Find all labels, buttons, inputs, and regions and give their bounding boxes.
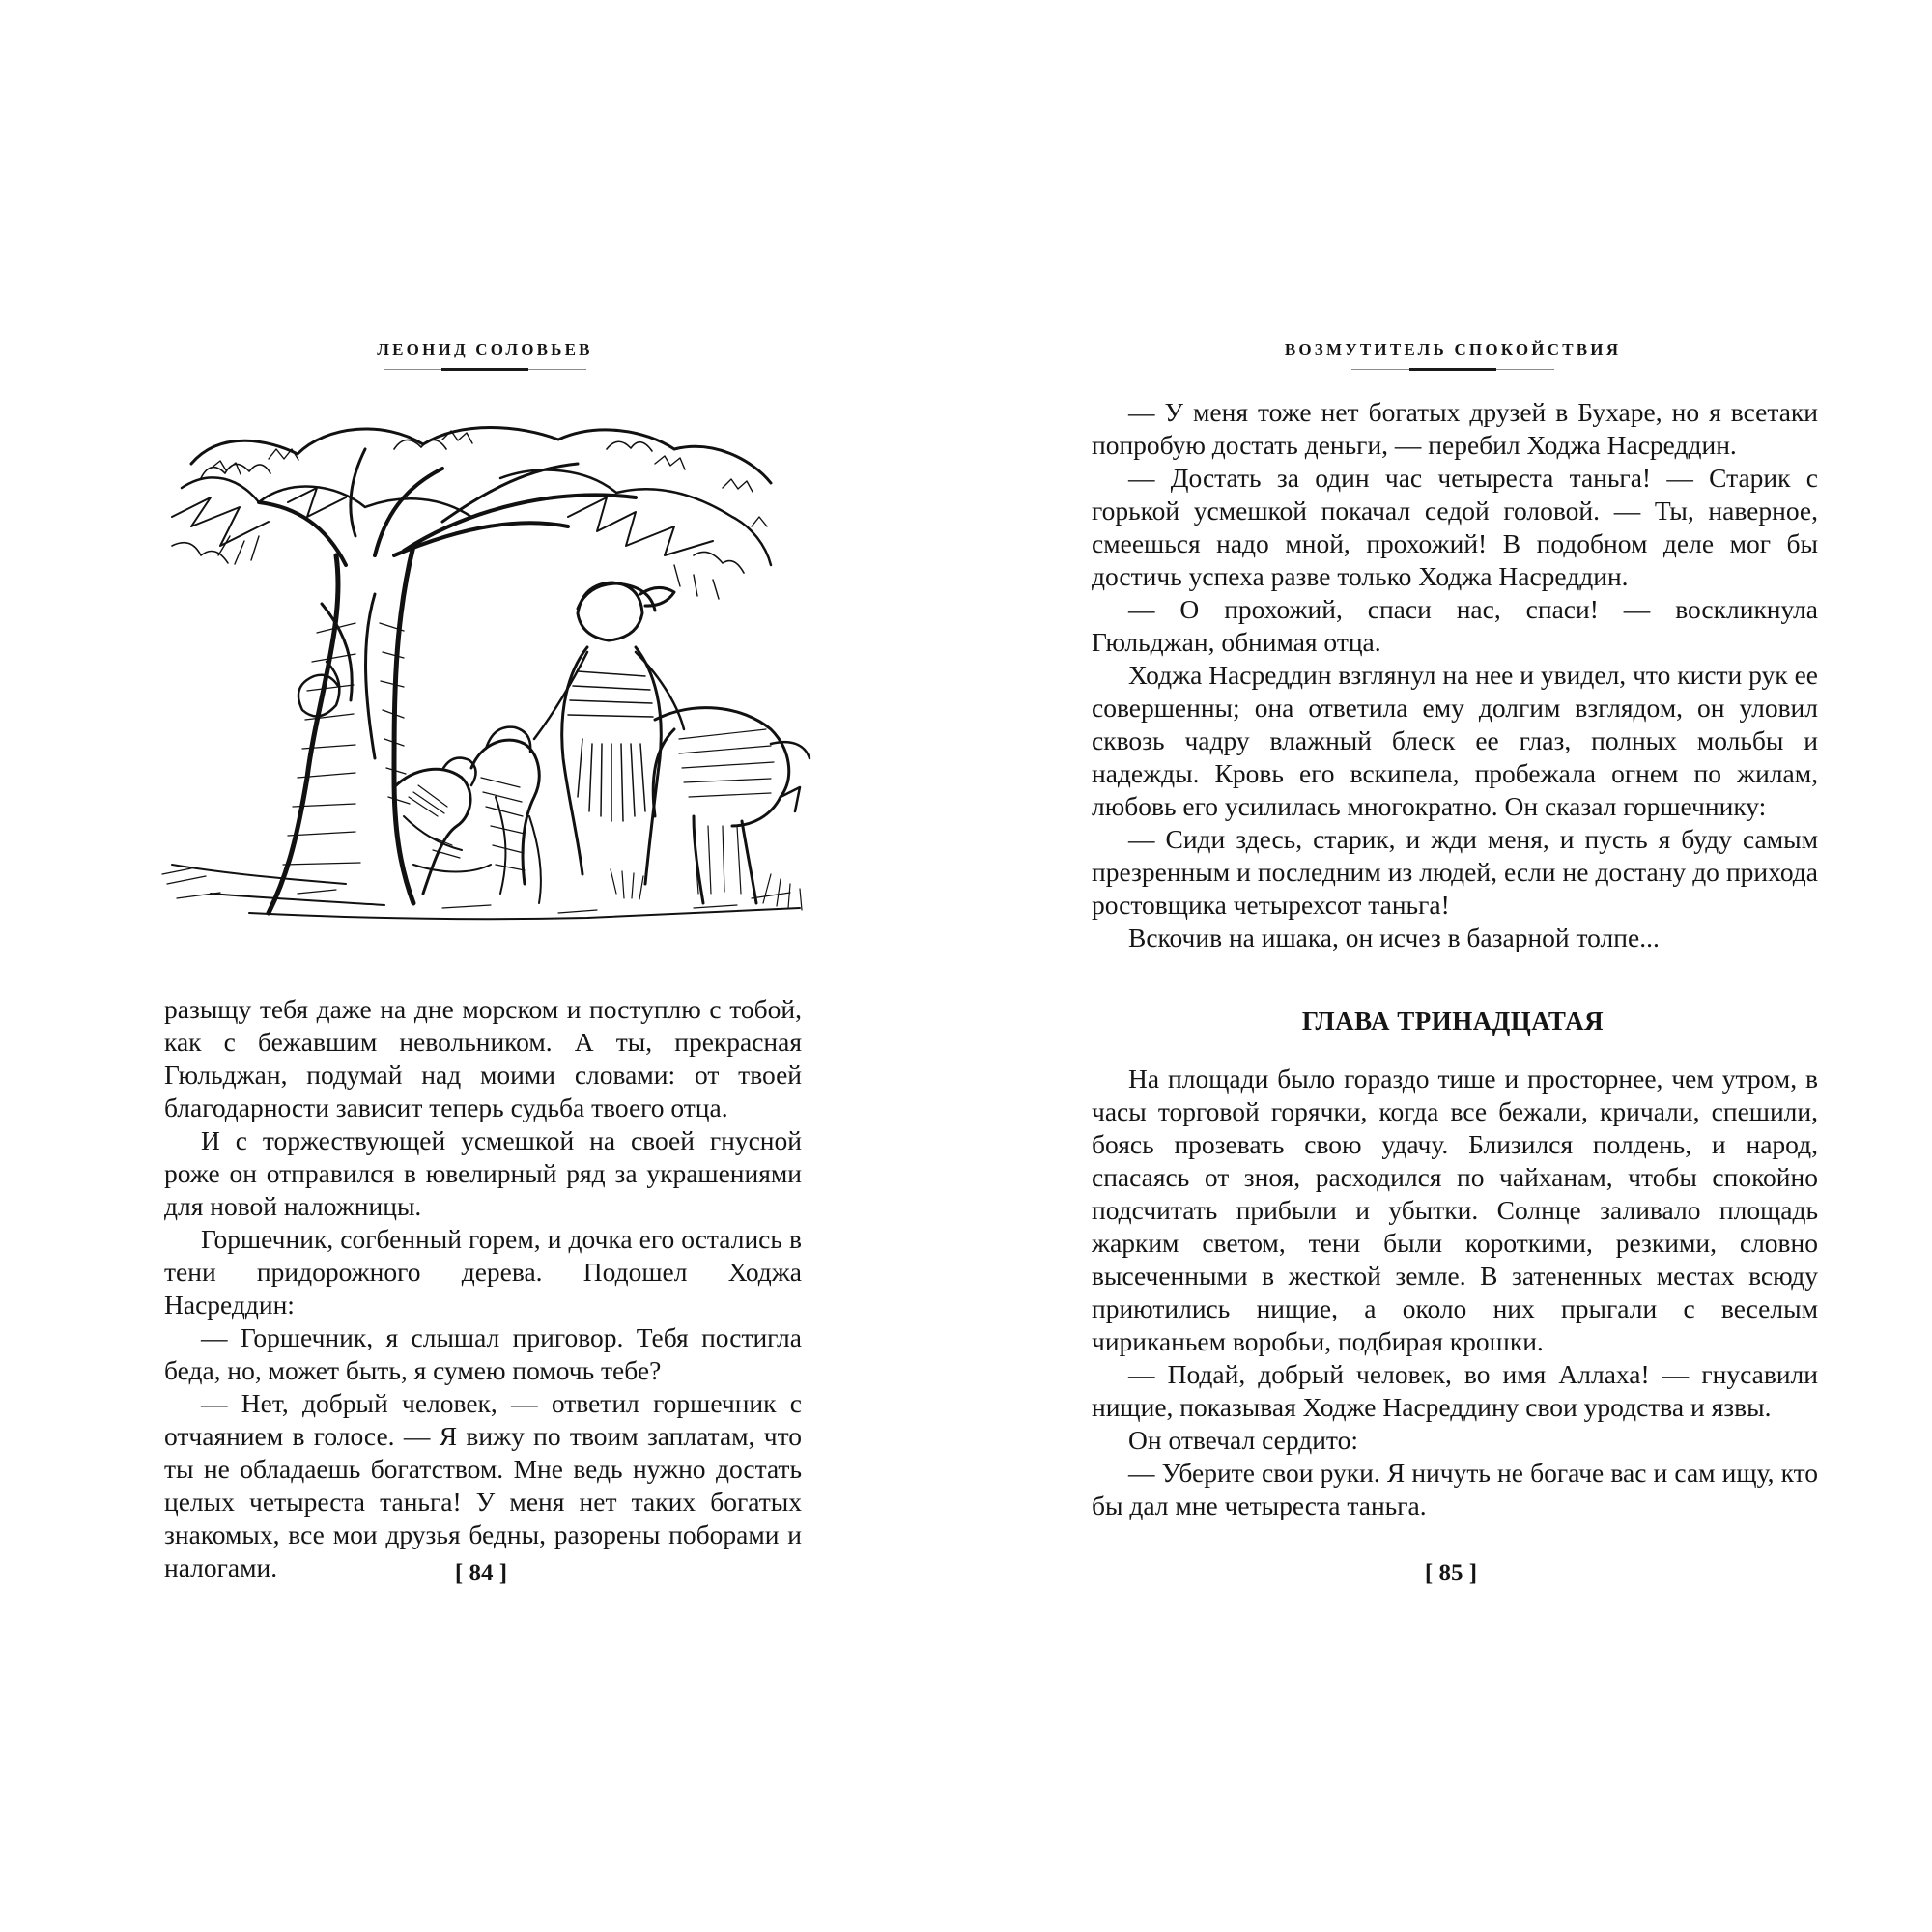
running-head-title <box>1209 340 1696 375</box>
paragraph: Он отвечал сердито: <box>1128 1425 1358 1455</box>
running-head-text: ЛЕОНИД СОЛОВЬЕВ <box>377 340 593 358</box>
paragraph: — Нет, добрый человек, — ответил горшечник с отчаянием в голосе. — Я вижу по твоим заплатам, что ты не обладаешь богатством. Мне ведь нужно достать целых четыреста таньга! У меня нет таких богатых знакомых, все мои друзья бедны, разорены поборами и налогами. <box>164 1388 802 1582</box>
paragraph: — Достать за один час четыреста таньга! — Старик с горькой усмешкой покачал седой головой. — Ты, наверное, смеешься надо мной, прохожий! В подобном деле мог бы достичь успеха разве только Ходжа Насреддин. <box>1092 463 1818 591</box>
paragraph: — Сиди здесь, старик, и жди меня, и пусть я буду самым презренным и последним из людей, если не достану до прихода ростовщика четырехсот таньга! <box>1092 824 1818 920</box>
paragraph: Вскочив на ишака, он исчез в базарной толпе... <box>1128 923 1660 952</box>
paragraph: Ходжа Насреддин взглянул на нее и увидел, что кисти рук ее совершенны; она ответила ему долгим взглядом, он уловил сквозь чадру влажный блеск ее глаз, полных мольбы и надежды. Кровь его вскипела, пробежала огнем по жилам, любовь его усилилась многократно. Он сказал горшечнику: <box>1092 660 1818 821</box>
paragraph: И с торжествующей усмешкой на своей гнусной роже он отправился в ювелирный ряд за украшениями для новой наложницы. <box>164 1125 802 1221</box>
paragraph: — Горшечник, я слышал приговор. Тебя постигла беда, но, может быть, я сумею помочь тебе? <box>164 1322 802 1385</box>
chapter-title: ГЛАВА ТРИНАДЦАТАЯ <box>1301 1007 1605 1036</box>
right-page <box>966 0 1932 1932</box>
paragraph: — О прохожий, спаси нас, спаси! — воскликнула Гюльджан, обнимая отца. <box>1092 594 1818 657</box>
page-number: [ 84 ] <box>454 1560 508 1586</box>
page-number: [ 85 ] <box>1424 1560 1478 1586</box>
illustration-tree-figures <box>153 411 813 932</box>
running-head-text: ВОЗМУТИТЕЛЬ СПОКОЙСТВИЯ <box>1284 340 1622 358</box>
running-head-rule <box>1351 369 1554 370</box>
running-head-rule <box>384 369 586 370</box>
paragraph: Горшечник, согбенный горем, и дочка его остались в тени придорожного дерева. Подошел Ходжа Насреддин: <box>164 1224 802 1320</box>
paragraph: — У меня тоже нет богатых друзей в Бухаре, но я всетаки попробую достать деньги, — перебил Ходжа Насреддин. <box>1092 397 1818 460</box>
right-page-text-bottom <box>1092 1063 1818 1522</box>
paragraph: — Уберите свои руки. Я ничуть не богаче вас и сам ищу, кто бы дал мне четыреста таньга. <box>1092 1458 1818 1520</box>
paragraph: На площади было гораздо тише и просторнее, чем утром, в часы торговой горячки, когда все бежали, кричали, спешили, боясь прозевать свою удачу. Близился полдень, и народ, спасаясь от зноя, расходился по чайханам, чтобы спокойно подсчитать прибыли и убытки. Солнце заливало площадь жарким светом, тени были короткими, резкими, словно высеченными в жесткой земле. В затененных местах всюду приютились нищие, а около них прыгали с веселым чириканьем воробьи, подбирая крошки. <box>1092 1064 1818 1356</box>
paragraph: разыщу тебя даже на дне морском и поступлю с тобой, как с бежавшим невольником. А ты, прекрасная Гюльджан, подумай над моими словами: от твоей благодарности зависит теперь судьба твоего отца. <box>164 994 802 1122</box>
paragraph: — Подай, добрый человек, во имя Аллаха! — гнусавили нищие, показывая Ходже Насреддину свои уродства и язвы. <box>1092 1359 1818 1422</box>
left-page-text <box>164 993 802 1584</box>
running-head-author <box>242 340 728 375</box>
right-page-text-top <box>1092 396 1818 954</box>
